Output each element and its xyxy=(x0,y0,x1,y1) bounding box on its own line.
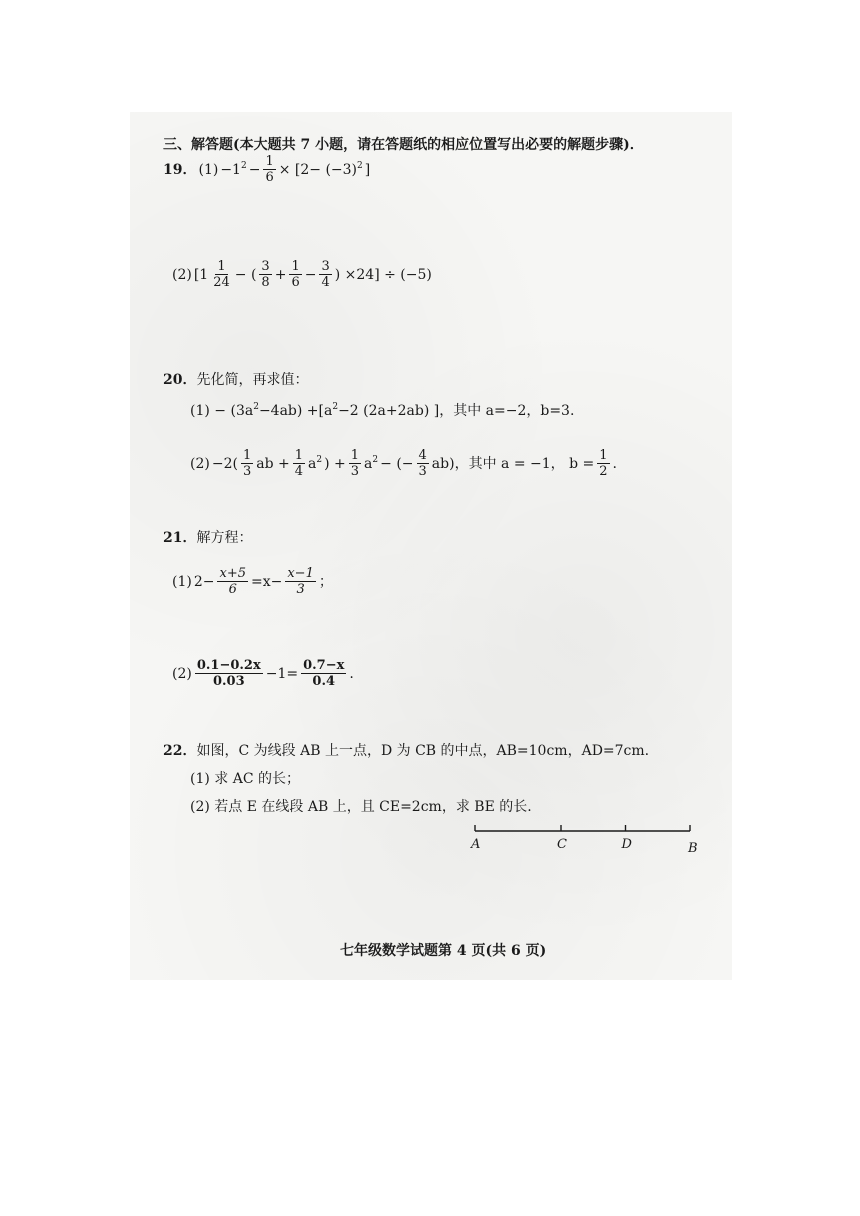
fraction: $\frac{0.1-0.2x}{0.03}$ xyxy=(196,658,261,689)
q22-part1: (1) 求 AC 的长； xyxy=(190,771,301,787)
fraction: $\frac{1}{24}$ xyxy=(213,259,230,290)
fraction: $\frac{1}{6}$ xyxy=(265,154,274,185)
q22-number: 22． xyxy=(163,743,197,759)
fraction: $\frac{3}{4}$ xyxy=(321,259,330,290)
fraction: $\frac{x-1}{3}$ xyxy=(287,566,314,597)
fraction: $\frac{x+5}{6}$ xyxy=(219,566,246,597)
q21-part2: (2) $\frac{0.1-0.2x}{0.03}$ −1= $\frac{0.7-x}{0.4}$ . xyxy=(172,658,354,689)
point-label-b: B xyxy=(688,841,698,856)
q20-part1: $(1) - (3a^2-4ab) +[a^2-2$ (2a+2ab) ]，其中 a=−2，b=3. xyxy=(190,402,575,419)
point-label-a: A xyxy=(471,837,481,852)
q20-number: 20． xyxy=(163,372,197,388)
section-header: 三、解答题(本大题共 7 小题，请在答题纸的相应位置写出必要的解题步骤)． xyxy=(163,137,644,153)
fraction: $\frac{1}{6}$ xyxy=(291,259,300,290)
point-label-c: C xyxy=(557,837,567,852)
q19-part1: 19． (1) $-1^2$ − $\frac{1}{6}$ × [$2- (-3)^2$ ] xyxy=(163,154,371,185)
q22-part2: (2) 若点 E 在线段 AB 上，且 CE=2cm，求 BE 的长. xyxy=(190,799,532,815)
q19-part2: (2) [1 $\frac{1}{24}$ − ( $\frac{3}{8}$ + $\frac{1}{6}$ − $\frac{3}{4}$ ) ×24] ÷ (−5) xyxy=(172,259,432,290)
page-footer: 七年级数学试题第 4 页(共 6 页) xyxy=(340,943,547,959)
segment-diagram xyxy=(460,818,710,858)
fraction: $\frac{1}{3}$ xyxy=(242,448,252,479)
fraction: $\frac{1}{3}$ xyxy=(350,448,360,479)
fraction: $\frac{1}{4}$ xyxy=(294,448,304,479)
fraction: $\frac{3}{8}$ xyxy=(261,259,270,290)
q20-heading: 20．先化简，再求值： xyxy=(163,372,309,388)
fraction: $\frac{1}{2}$ xyxy=(599,448,608,479)
q22-intro: 22．如图，C 为线段 AB 上一点，D 为 CB 的中点，AB=10cm，AD=7cm. xyxy=(163,743,650,759)
fraction: $\frac{4}{3}$ xyxy=(418,448,427,479)
q21-heading: 21．解方程： xyxy=(163,530,253,546)
fraction: $\frac{0.7-x}{0.4}$ xyxy=(303,658,345,689)
q21-part1: (1) 2− $\frac{x+5}{6}$ =x− $\frac{x-1}{3}$ ； xyxy=(172,566,333,597)
point-label-d: D xyxy=(621,837,632,852)
q20-part2: (2) −2( $\frac{1}{3}$ ab + $\frac{1}{4}$ $a^2$ ) + $\frac{1}{3}$ $a^2$ − (− $\frac{4}{3}$ ab)，其中 a = −1， b = $\frac{1}{2}$ . xyxy=(190,448,617,479)
q21-number: 21． xyxy=(163,530,197,546)
q19-number: 19． xyxy=(163,161,197,178)
